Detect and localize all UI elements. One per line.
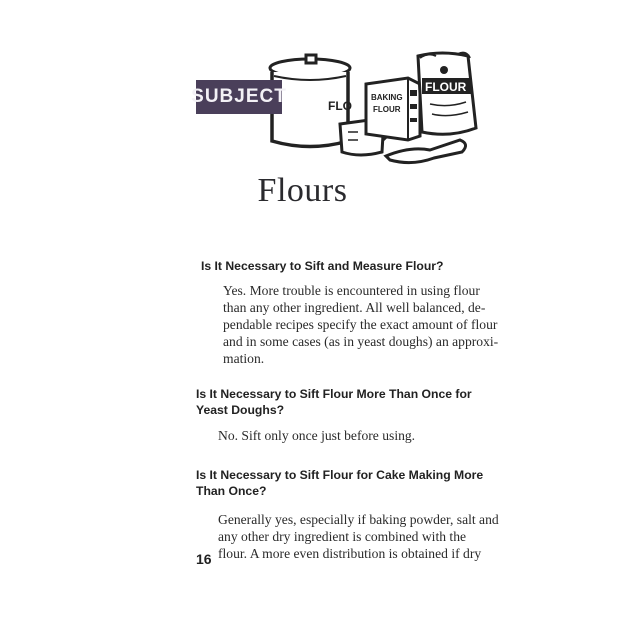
- flour-sack-icon: [418, 53, 476, 135]
- answer-line: any other dry ingredient is combined with the: [218, 529, 467, 544]
- answer-line: flour. A more even distribution is obtained if dry: [218, 546, 482, 561]
- page-title: Flours: [257, 172, 348, 209]
- answer-line: No. Sift only once just before using.: [218, 428, 416, 443]
- answer-cake-making: [218, 511, 499, 562]
- answer-line: than any other ingredient. All well balanced, de-: [223, 300, 486, 315]
- question-yeast-doughs: [196, 386, 496, 418]
- question-line: Than Once for Yeast Doughs?: [196, 387, 472, 417]
- question-sift-and-measure: [201, 258, 501, 274]
- answer-line: mation.: [223, 351, 265, 366]
- answer-sift-and-measure: [223, 282, 499, 367]
- question-line: Is It Necessary to Sift and Measure Flour?: [201, 259, 444, 273]
- baking-flour-box-icon: [366, 78, 420, 140]
- sack-label: FLOUR: [425, 80, 467, 94]
- question-line: Is It Necessary to Sift Flour More: [196, 387, 386, 401]
- flour-scoop-icon: [386, 140, 466, 163]
- question-line: Is It Necessary to Sift Flour for: [196, 468, 373, 482]
- answer-line: Generally yes, especially if baking powder, salt and: [218, 512, 499, 527]
- question-line: Cake Making More Than Once?: [196, 468, 484, 498]
- answer-line: Yes. More trouble is encountered in using flour: [223, 283, 480, 298]
- box-label-line2: FLOUR: [373, 105, 401, 114]
- canister-label: FLO: [328, 99, 352, 113]
- subject-badge: SUBJECT: [196, 80, 282, 114]
- question-cake-making: [196, 467, 496, 499]
- page-number: 16: [196, 551, 212, 567]
- box-label-line1: BAKING: [371, 93, 403, 102]
- answer-yeast-doughs: [218, 427, 498, 444]
- answer-line: pendable recipes specify the exact amount of flour: [223, 317, 498, 332]
- answer-line: and in some cases (as in yeast doughs) an approxi-: [223, 334, 499, 349]
